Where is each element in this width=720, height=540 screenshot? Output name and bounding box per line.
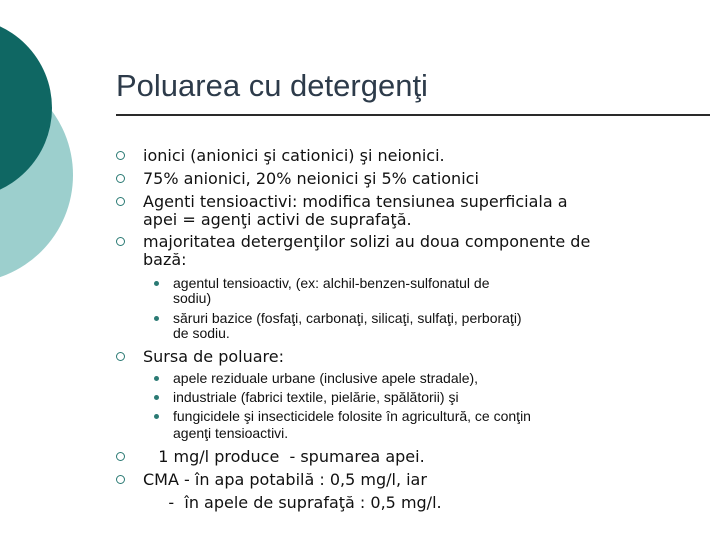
bullet-dot-icon — [154, 395, 159, 400]
title-divider — [116, 114, 710, 116]
bullet-dot-icon — [154, 414, 159, 419]
sub-bullet-text-continued: de sodiu. — [173, 325, 230, 341]
sub-bullet-text: săruri bazice (fosfaţi, carbonaţi, silicaţi, sulfaţi, perboraţi) — [173, 310, 522, 326]
sub-bullet-text-continued: sodiu) — [173, 290, 212, 306]
bullet-text-continued: bază: — [143, 250, 187, 269]
bullet-circle-icon — [116, 197, 125, 206]
sub-bullet-text-continued: agenţi tensioactivi. — [173, 425, 289, 441]
sub-bullet-text: fungicidele şi insecticidele folosite în agricultură, ce conţin — [173, 408, 531, 424]
bullet-dot-icon — [154, 316, 159, 321]
bullet-dot-icon — [154, 281, 159, 286]
bullet-text: 1 mg/l produce - spumarea apei. — [143, 447, 425, 466]
bullet-text: majoritatea detergenţilor solizi au doua componente de — [143, 232, 591, 251]
bullet-text-continued: apei = agenţi activi de suprafaţă. — [143, 210, 412, 229]
slide-title: Poluarea cu detergenţi — [116, 68, 428, 103]
bullet-text: ionici (anionici şi cationici) şi neionici. — [143, 146, 445, 165]
bullet-circle-icon — [116, 475, 125, 484]
sub-bullet-text: agentul tensioactiv, (ex: alchil-benzen-sulfonatul de — [173, 275, 490, 291]
bullet-dot-icon — [154, 376, 159, 381]
bullet-circle-icon — [116, 151, 125, 160]
bullet-circle-icon — [116, 174, 125, 183]
bullet-text: Agenti tensioactivi: modifica tensiunea superficiala a — [143, 192, 568, 211]
source-heading: Sursa de poluare: — [143, 347, 284, 366]
decorative-circles — [0, 0, 80, 330]
sub-bullet-text: apele reziduale urbane (inclusive apele stradale), — [173, 370, 479, 386]
bullet-circle-icon — [116, 352, 125, 361]
bullet-text-continued: - în apele de suprafaţă : 0,5 mg/l. — [143, 493, 442, 512]
bullet-text: CMA - în apa potabilă : 0,5 mg/l, iar — [143, 470, 427, 489]
bullet-text: 75% anionici, 20% neionici şi 5% cationici — [143, 169, 479, 188]
bullet-circle-icon — [116, 452, 125, 461]
bullet-circle-icon — [116, 237, 125, 246]
sub-bullet-text: industriale (fabrici textile, pielărie, spălătorii) şi — [173, 389, 459, 405]
